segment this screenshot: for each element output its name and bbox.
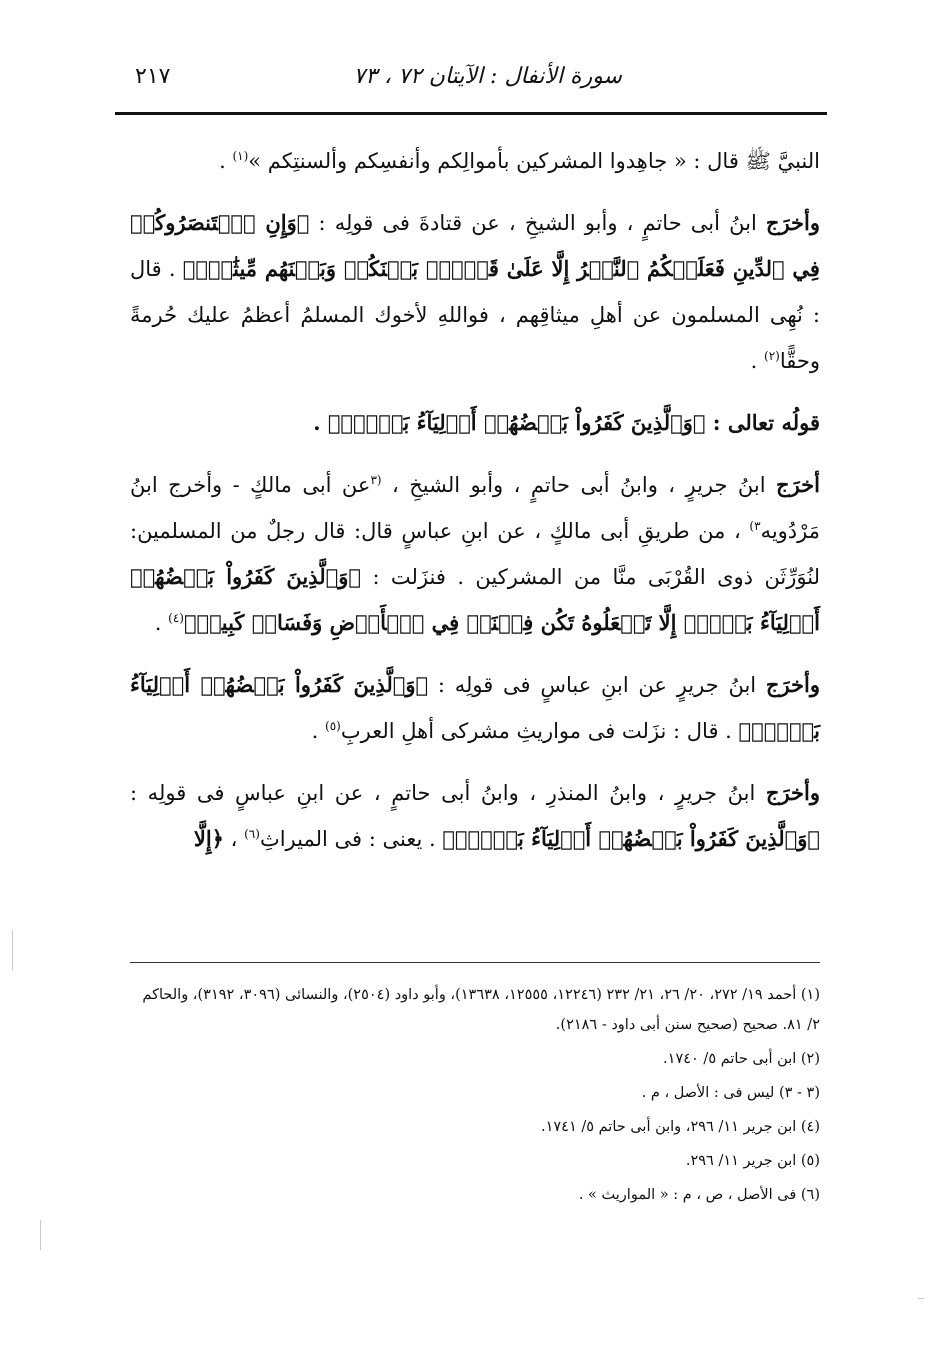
- quran-verse: ﴿وَٱلَّذِينَ كَفَرُواْ بَعۡضُهُمۡ أَوۡلِيَآءُ بَعۡضٍۚ إِلَّا تَفۡعَلُوهُ تَكُن فِتۡنَةٞ فِي ٱلۡأَرۡضِ وَفَسَادٞ كَبِيرٞ﴾: [130, 564, 820, 635]
- paragraph-5-text-c: ،: [223, 827, 245, 851]
- footnote: (٢) ابن أبى حاتم ٥/ ١٧٤٠.: [663, 1051, 820, 1067]
- quran-verse: ﴿وَٱلَّذِينَ كَفَرُواْ بَعۡضُهُمۡ أَوۡلِيَآءُ بَعۡضٍۚ﴾: [442, 826, 820, 851]
- scan-edge-mark: [918, 1298, 924, 1299]
- section-heading-verse: ﴿وَٱلَّذِينَ كَفَرُواْ بَعۡضُهُمۡ أَوۡلِيَآءُ بَعۡضٍۚ﴾: [327, 410, 706, 435]
- section-heading-end: .: [313, 410, 328, 435]
- footnotes: [130, 980, 820, 1214]
- paragraph-2-text-a: ابنُ أبى حاتمٍ ، وأبو الشيخِ ، عن قتادةَ فى قولِه :: [309, 211, 766, 235]
- paragraph-1-text: النبيَّ ﷺ قال : « جاهِدوا المشركين بأموالِكم وأنفسِكم وألسنتِكم »: [248, 149, 820, 173]
- paragraph-4-lead: وأخرَج: [765, 672, 820, 697]
- paragraph-2-text-b: . قال : نُهِى المسلمون عن أهلِ ميثاقِهم ، فواللهِ لأخوك المسلمُ أعظمُ عليك حُرمةً وحقًّا: [130, 257, 820, 373]
- footnote-rule: [130, 962, 820, 963]
- paragraph-3-text-a: ابنُ جريرٍ ، وابنُ أبى حاتمٍ ، وأبو الشيخِ ،: [381, 473, 777, 497]
- paragraph-5: [130, 770, 820, 862]
- footnote: (١) أحمد ١٩/ ٢٧٢، ٢٠/ ٢٦، ٢١/ ٢٣٢ (١٢٢٤٦، ١٢٥٥٥، ١٣٦٣٨)، وأبو داود (٢٥٠٤)، والنسائى (٣٠٩٦، ٣١٩٢)، والحاكم ٢/ ٨١. صحيح (صحيح سنن أبى داود - ٢١٨٦).: [142, 987, 820, 1033]
- main-text: [130, 138, 820, 878]
- footnote-ref-3-close: ٣): [749, 519, 761, 533]
- page-number: ٢١٧: [135, 64, 171, 89]
- section-heading-label: قولُه تعالى :: [705, 410, 820, 435]
- footnote: (٥) ابن جرير ١١/ ٢٩٦.: [685, 1153, 820, 1169]
- footnote-ref-4: (٤): [168, 611, 184, 625]
- running-title: سورة الأنفال : الآيتان ٧٢ ، ٧٣: [353, 64, 622, 89]
- paragraph-1-end: .: [219, 149, 233, 173]
- quran-verse: ﴿وَإِنِ ٱسۡتَنصَرُوكُمۡ فِي ٱلدِّينِ فَعَلَيۡكُمُ ٱلنَّصۡرُ إِلَّا عَلَىٰ قَوۡمِۭ بَيۡنَكُمۡ وَبَيۡنَهُم مِّيثَٰقٞۚ﴾: [130, 210, 820, 281]
- footnote-ref-3-open: (٣: [370, 473, 382, 487]
- paragraph-3-lead: أخرَج: [776, 472, 820, 497]
- paragraph-3-text-b: عن أبى مالكٍ - وأخرج ابنُ مَرْدُويه: [130, 473, 820, 543]
- paragraph-2: [130, 200, 820, 384]
- paragraph-4-end: .: [311, 719, 326, 743]
- paragraph-2-lead: وأخرَج: [765, 210, 821, 235]
- footnote: (٣ - ٣) ليس فى : الأصل ، م .: [641, 1085, 820, 1101]
- paragraph-2-end: .: [750, 349, 765, 373]
- paragraph-3-end: .: [154, 611, 169, 635]
- header-rule: [115, 112, 827, 115]
- paragraph-1: [130, 138, 820, 184]
- paragraph-4: [130, 662, 820, 754]
- footnote-ref-5: (٥): [325, 719, 341, 733]
- running-header: [115, 58, 827, 102]
- footnote: (٦) فى الأصل ، ص ، م : « المواريث » .: [578, 1187, 820, 1203]
- footnote: (٤) ابن جرير ١١/ ٢٩٦، وابن أبى حاتم ٥/ ١٧٤١.: [540, 1119, 820, 1135]
- footnote-ref-1: (١): [232, 149, 249, 163]
- paragraph-4-text-b: . قال : نزَلت فى مواريثِ مشركى أهلِ العربِ: [340, 719, 739, 743]
- paragraph-4-text-a: ابنُ جريرٍ عن ابنِ عباسٍ فى قولِه :: [428, 673, 766, 697]
- paragraph-5-text-a: ابنُ جريرٍ ، وابنُ المنذرِ ، وابنُ أبى حاتمٍ ، عن ابنِ عباسٍ فى قولِه :: [130, 781, 766, 805]
- paragraph-5-text-b: . يعنى : فى الميراثِ: [259, 827, 443, 851]
- footnote-ref-2: (٢): [764, 349, 780, 363]
- paragraph-3-text-c: ، من طريقِ أبى مالكٍ ، عن ابنِ عباسٍ قال: قال رجلٌ من المسلمين: لنُوَرِّثَن ذوى القُرْبَى منَّا من المشركين . فنزَلت :: [130, 519, 820, 589]
- section-heading: [130, 400, 820, 446]
- paragraph-5-lead: وأخرَج: [765, 780, 820, 805]
- scan-edge-mark: [40, 1220, 41, 1250]
- quran-verse: ﴿وَٱلَّذِينَ كَفَرُواْ بَعۡضُهُمۡ أَوۡلِيَآءُ بَعۡضٍۚ﴾: [130, 672, 820, 743]
- footnote-ref-6: (٦): [244, 827, 260, 841]
- quran-verse-continued: ﴿إِلَّا: [193, 826, 224, 851]
- scan-edge-mark: [12, 930, 13, 970]
- paragraph-3: [130, 462, 820, 646]
